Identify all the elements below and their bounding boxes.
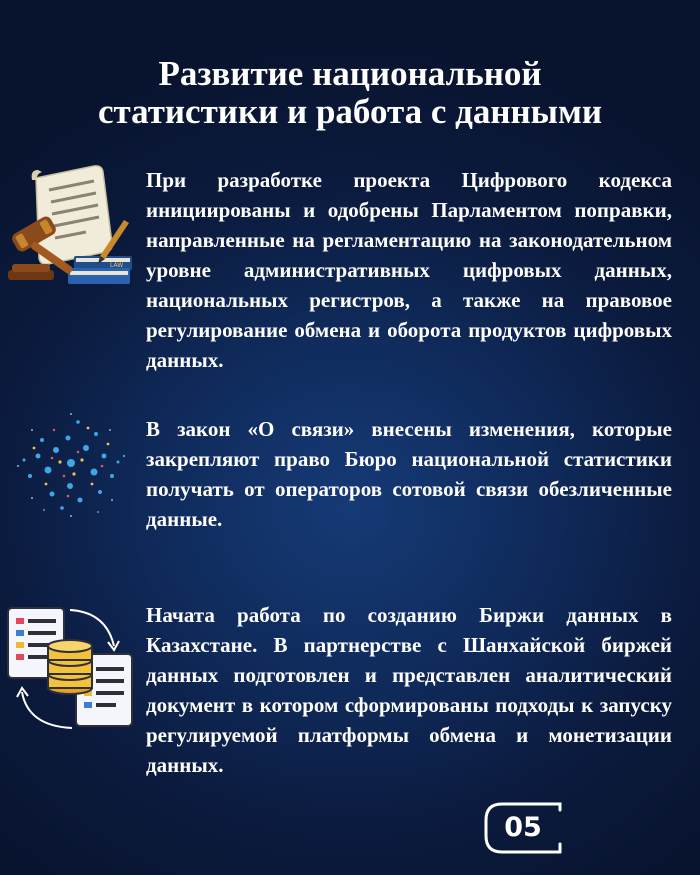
paragraph-communications-law: В закон «О связи» внесены изменения, которые закрепляют право Бюро национальной статистики получать от операторов сотовой связи обезличенные данные. <box>146 417 672 531</box>
paragraph-digital-code: При разработке проекта Цифрового кодекса инициированы и одобрены Парламентом поправки, направленные на регламентацию на законодательном уровне административных цифровых данных, национальных регистров, а также на правовое регулирование обмена и оборота продуктов цифровых данных. <box>146 168 672 372</box>
page-title-line-2: статистики и работа с данными <box>97 92 603 131</box>
page-title <box>40 55 660 131</box>
paragraph-data-exchange: Начата работа по созданию Биржи данных в Казахстане. В партнерстве с Шанхайской биржей данных подготовлен и представлен аналитический документ в котором сформированы подходы к запуску регулируемой платформы обмена и монетизации данных. <box>146 603 672 777</box>
data-network-icon <box>8 400 134 526</box>
page-title-line-1: Развитие национальной <box>158 54 542 93</box>
book-label: LAW <box>110 262 124 269</box>
page-number: 05 <box>504 812 542 843</box>
data-exchange-icon <box>2 600 140 738</box>
law-gavel-document-icon <box>2 160 140 300</box>
